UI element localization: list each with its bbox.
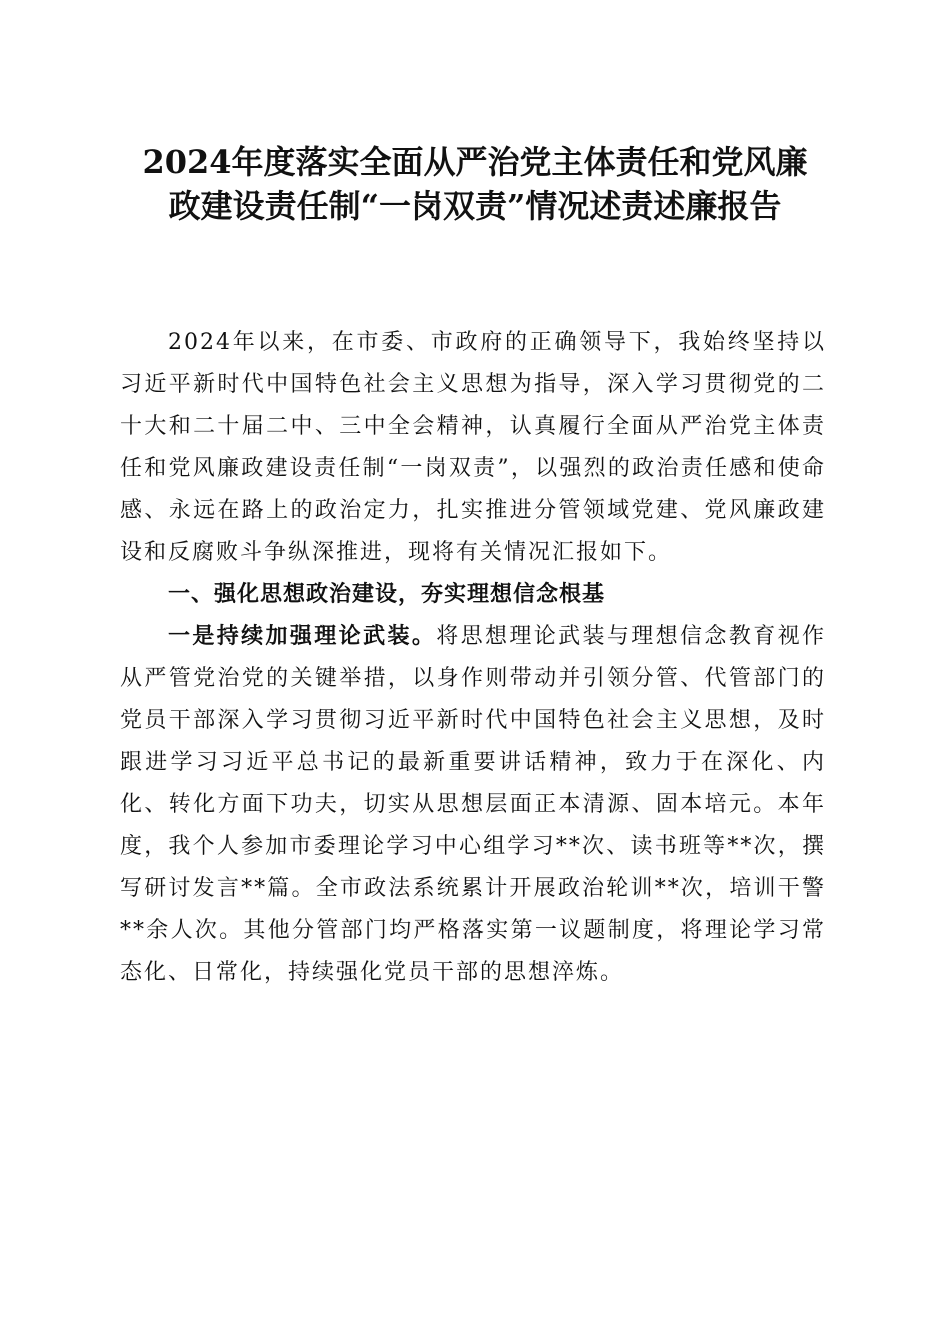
section-paragraph <box>120 616 826 994</box>
paragraph-text: 将思想理论武装与理想信念教育视作从严管党治党的关键举措，以身作则带动并引领分管、代管部门的党员干部深入学习贯彻习近平新时代中国特色社会主义思想，及时跟进学习习近平总书记的最新重要讲话精神，致力于在深化、内化、转化方面下功夫，切实从思想层面正本清源、固本培元。本年度，我个人参加市委理论学习中心组学习**次、读书班等**次，撰写研讨发言**篇。全市政法系统累计开展政治轮训**次，培训干警**余人次。其他分管部门均严格落实第一议题制度，将理论学习常态化、日常化，持续强化党员干部的思想淬炼。 <box>120 624 826 985</box>
document-title: 2024年度落实全面从严治党主体责任和党风廉政建设责任制“一岗双责”情况述责述廉报告 <box>142 143 808 225</box>
section-heading: 一、强化思想政治建设，夯实理想信念根基 <box>168 582 606 607</box>
paragraph-lead: 一是持续加强理论武装。 <box>168 624 437 649</box>
intro-paragraph: 2024年以来，在市委、市政府的正确领导下，我始终坚持以习近平新时代中国特色社会主义思想为指导，深入学习贯彻党的二十大和二十届二中、三中全会精神，认真履行全面从严治党主体责任和党风廉政建设责任制“一岗双责”，以强烈的政治责任感和使命感、永远在路上的政治定力，扎实推进分管领域党建、党风廉政建设和反腐败斗争纵深推进，现将有关情况汇报如下。 <box>120 330 826 565</box>
document-body <box>120 322 826 994</box>
